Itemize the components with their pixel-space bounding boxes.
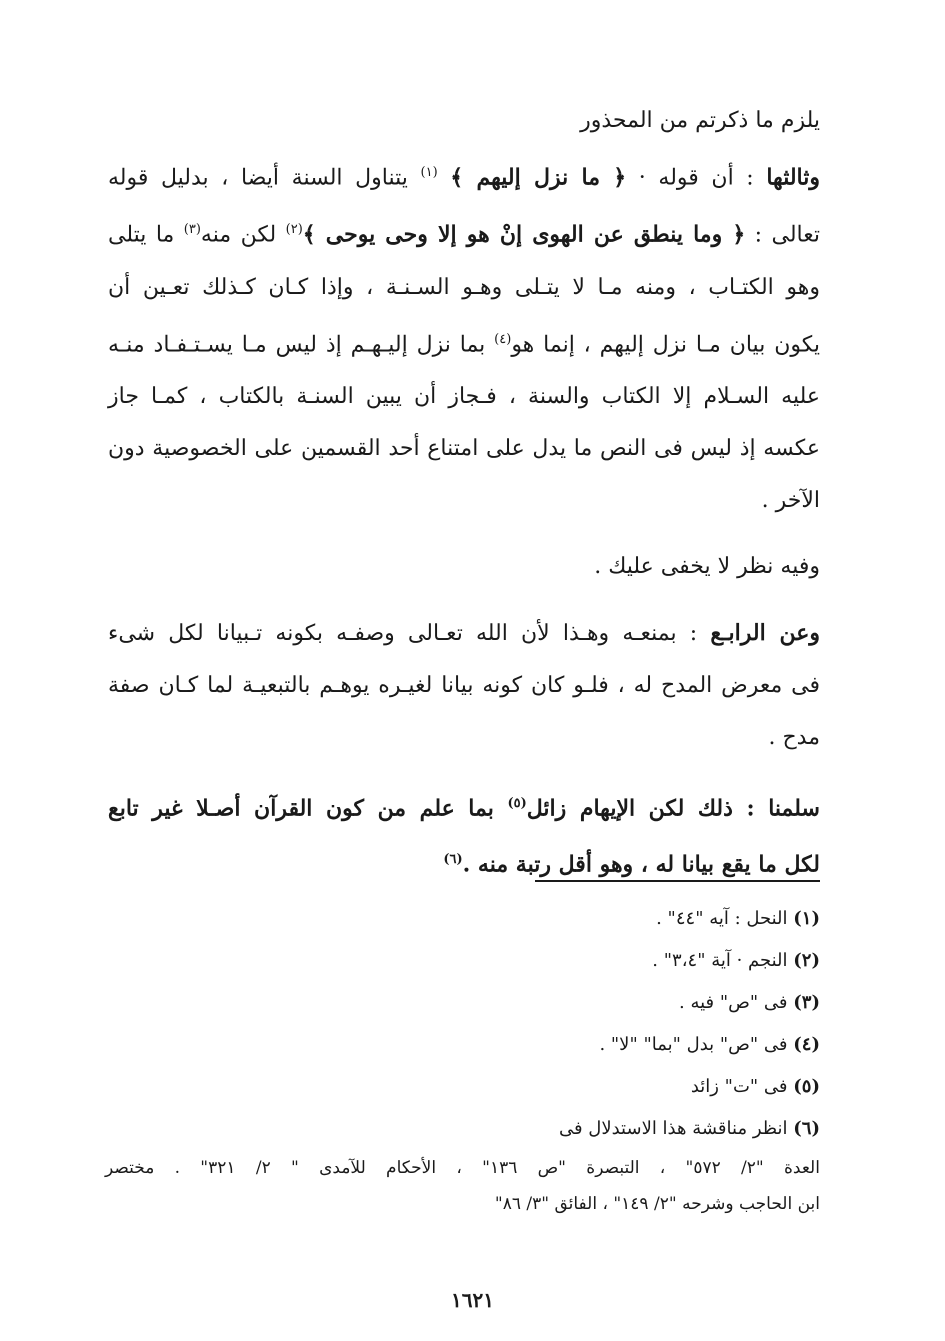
text-run: بما علم من كون القرآن أصـلا غير تابع — [108, 795, 494, 822]
text-run: لكل ما يقع بيانا له ، وهو أقل رتبة منه . — [462, 851, 820, 878]
paragraph-third-line-6 — [108, 423, 820, 475]
footnote-number: (١) — [793, 908, 820, 929]
page-number: ١٦٢١ — [451, 1288, 494, 1312]
footnote-text: فى "ت" زائد — [690, 1076, 788, 1097]
lead-word: وثالثها — [766, 164, 820, 191]
text-run: عليه السـلام إلا الكتاب والسنة ، فـجاز أن يبين السنـة بالكتاب ، كمـا جاز — [108, 383, 820, 409]
footnote-number: (٤) — [793, 1034, 820, 1055]
text-run: بما نزل إليـهـم إذ ليس مـا يسـتـفـاد منـه — [108, 331, 486, 357]
paragraph-granted-line-2 — [108, 834, 820, 890]
text-run: وفيه نظر لا يخفى عليك . — [594, 553, 820, 579]
paragraph-third-line-1 — [108, 147, 820, 204]
footnote-text: النحل : آيه "٤٤" . — [656, 908, 788, 929]
paragraph-third-line-2 — [108, 204, 820, 261]
paragraph-third-line-4 — [108, 314, 820, 371]
text-run: عكسه إذ ليس فى النص ما يدل على امتناع أحد القسمين على الخصوصية دون — [108, 435, 820, 461]
quran-quote: ﴿ ما نزل إليهم ﴾ — [450, 164, 627, 191]
footnote-6-continuation-2 — [105, 1186, 820, 1222]
paragraph-granted-line-1 — [108, 778, 820, 834]
text-run: : ذلك لكن الإيهام زائل — [526, 795, 755, 822]
text-run: : أن قوله · — [638, 165, 754, 191]
footnote-5 — [105, 1066, 820, 1108]
text-run: مدح . — [768, 724, 820, 750]
footnote-text: العدة "٢/ ٥٧٢" ، التبصرة "ص ١٣٦" ، الأحكام للآمدى " ٢/ ٣٢١" . مختصر — [105, 1158, 820, 1178]
footnote-text: فى "ص" بدل "بما" "لا" . — [599, 1034, 788, 1055]
footnote-ref: (٦) — [443, 852, 463, 868]
text-run: ما يتلى — [108, 222, 175, 248]
text-run: وهو الكتـاب ، ومنه مـا لا يتـلى وهـو السـنـة ، وإذا كـان كـذلك تعـين أن — [108, 274, 820, 300]
footnote-number: (٦) — [793, 1118, 820, 1139]
footnote-ref: (١) — [420, 165, 438, 180]
paragraph-third-line-5 — [108, 371, 820, 423]
paragraph-fourth-line-3 — [108, 712, 820, 764]
quran-quote: ﴿ وما ينطق عن الهوى إنْ هو إلا وحى يوحى ﴾ — [302, 221, 746, 248]
footnote-1 — [105, 898, 820, 940]
footnote-text: ابن الحاجب وشرحه "٢/ ١٤٩" ، الفائق "٣/ ٨٦" — [494, 1194, 820, 1214]
footnote-ref: (٣) — [183, 222, 201, 238]
footnote-number: (٢) — [793, 950, 820, 971]
text-run: الآخر . — [761, 487, 820, 513]
footnote-ref: (٢) — [285, 222, 303, 238]
footnote-text: النجم · آية "٣،٤" . — [652, 950, 788, 971]
text-run: لكن منه — [200, 222, 277, 248]
footnote-4 — [105, 1024, 820, 1066]
footnote-3 — [105, 982, 820, 1024]
footnote-number: (٣) — [793, 992, 820, 1013]
text-run: يتناول السنة أيضا ، بدليل قوله — [108, 165, 408, 191]
main-text — [108, 95, 820, 891]
text-run: : بمنعـه وهـذا لأن الله تعـالى وصفـه بكونه تـبيانا لكل شىء — [108, 620, 698, 646]
paragraph-third-line-7 — [108, 475, 820, 527]
paragraph-remark — [108, 541, 820, 593]
footnote-2 — [105, 940, 820, 982]
footnote-text: انظر مناقشة هذا الاستدلال فى — [558, 1118, 788, 1139]
text-run: يكون بيان مـا نزل إليهم ، إنما هو — [511, 331, 820, 357]
footnote-text: فى "ص" فيه . — [679, 992, 788, 1013]
footnote-ref: (٥) — [507, 795, 527, 811]
footnote-6-continuation-1 — [105, 1150, 820, 1186]
footnotes — [105, 898, 820, 1222]
footnote-ref: (٤) — [494, 331, 512, 347]
intro-line — [108, 95, 820, 147]
footnote-separator — [535, 880, 820, 882]
paragraph-third-line-3 — [108, 262, 820, 314]
text-run: تعالى : — [754, 222, 820, 248]
text-run: فى معرض المدح له ، فلـو كان كونه بيانا لغيـره يوهـم بالتبعيـة لما كـان صفة — [108, 672, 820, 698]
paragraph-fourth-line-1 — [108, 607, 820, 660]
intro-text: يلزم ما ذكرتم من المحذور — [580, 108, 820, 133]
lead-word: سلمنا — [768, 795, 820, 822]
lead-word: وعن الرابـع — [710, 619, 820, 646]
paragraph-fourth-line-2 — [108, 660, 820, 712]
footnote-6 — [105, 1108, 820, 1150]
footnote-number: (٥) — [793, 1076, 820, 1097]
